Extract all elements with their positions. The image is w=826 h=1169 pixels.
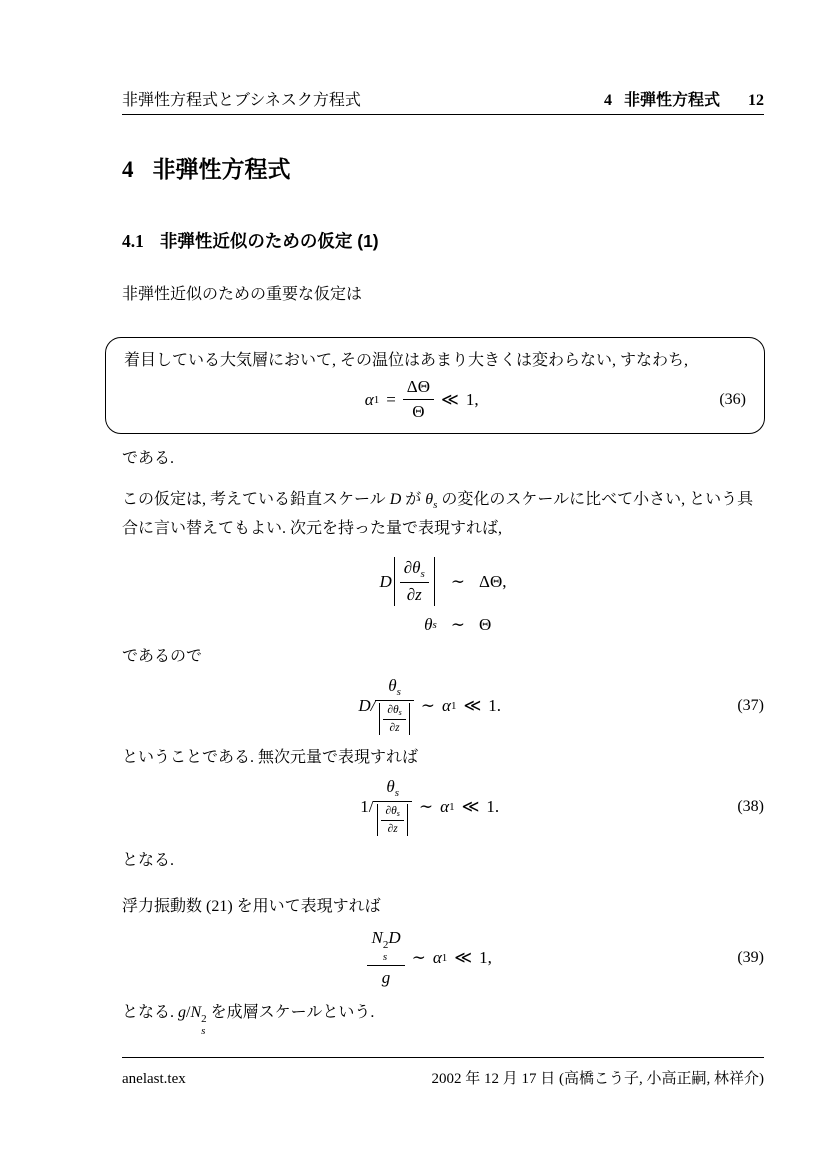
math-rhs: 1,	[479, 948, 492, 968]
N-superscript: 2	[201, 1013, 207, 1026]
subsection-number: 4.1	[122, 231, 144, 251]
page-footer	[122, 1057, 764, 1088]
fraction-denominator	[375, 701, 413, 736]
fraction-denominator: ∂z	[406, 585, 422, 604]
math-lead: D/	[358, 695, 376, 715]
math-var-g: g	[178, 1004, 187, 1022]
math-alpha: α	[364, 389, 374, 409]
section-title: 非弾性方程式	[152, 156, 291, 182]
fraction-denominator: ∂z	[389, 722, 400, 734]
assumption-box	[105, 337, 765, 434]
text-segment: この仮定は, 考えている鉛直スケール	[122, 491, 390, 508]
math-rhs: 1.	[488, 695, 502, 715]
equation-number: (37)	[737, 696, 764, 714]
aligned-row2-left	[424, 615, 437, 635]
theta-subscript: s	[394, 787, 399, 799]
math-alpha-sub: 1	[449, 800, 455, 813]
much-less-than-sign: ≪	[454, 948, 473, 968]
paragraph-so: であるので	[122, 648, 203, 665]
fraction-denominator: ∂z	[387, 823, 398, 835]
content-column	[122, 0, 764, 1037]
paragraph-intro: 非弾性近似のための重要な仮定は	[122, 286, 363, 303]
math-var-theta: θ	[386, 777, 395, 796]
nested-fraction	[383, 703, 405, 735]
header-page-number: 12	[748, 92, 764, 109]
aligned-row2-right: Θ	[479, 615, 492, 634]
fraction-numerator	[373, 776, 411, 802]
header-section-title: 非弾性方程式	[623, 92, 720, 109]
aligned-equations	[122, 557, 764, 635]
math-var-D: D	[379, 571, 392, 591]
assumption-box-text: 着目している大気層において, その温位はあまり大きくは変わらない, すなわち,	[124, 352, 689, 369]
theta-subscript: s	[398, 708, 402, 717]
page-header	[122, 0, 764, 115]
subsection-heading	[122, 228, 764, 253]
equation-37	[122, 675, 764, 736]
fraction	[403, 376, 434, 423]
aligned-row1-right: ΔΘ,	[479, 571, 507, 591]
theta-subscript: s	[396, 809, 400, 818]
absolute-value-bars	[377, 804, 407, 836]
math-var-N: N	[190, 1004, 202, 1022]
tilde-operator: ∼	[418, 796, 434, 816]
paragraph-scale	[122, 488, 764, 541]
math-alpha: α	[432, 948, 442, 968]
text-segment: が	[401, 491, 426, 508]
fraction-numerator	[400, 557, 429, 583]
fraction-numerator: ΔΘ	[403, 376, 434, 400]
subsection-title: 非弾性近似のための仮定 (1)	[159, 231, 379, 251]
much-less-than-sign: ≪	[441, 389, 459, 409]
fraction-numerator	[367, 927, 404, 966]
footer-filename: anelast.tex	[122, 1071, 186, 1087]
tilde-operator: ∼	[450, 571, 466, 591]
math-alpha: α	[440, 796, 450, 816]
absolute-value-bars	[379, 703, 409, 735]
slash: /	[186, 1004, 191, 1022]
equation-36-body	[124, 376, 719, 423]
partial-theta: ∂θ	[385, 805, 397, 817]
section-number: 4	[122, 157, 134, 182]
fraction-numerator	[375, 675, 413, 701]
equals-sign: =	[386, 389, 396, 409]
partial-theta: ∂θ	[403, 558, 421, 577]
theta-subscript: s	[432, 619, 437, 631]
math-var-theta: θ	[388, 676, 397, 695]
fraction	[367, 927, 404, 989]
fraction	[373, 776, 411, 837]
N-subscript: s	[382, 950, 388, 963]
fraction	[400, 557, 429, 606]
fraction	[375, 675, 413, 736]
N-subscript: s	[201, 1024, 206, 1037]
much-less-than-sign: ≪	[463, 695, 482, 715]
fraction-denominator: Θ	[412, 402, 425, 421]
theta-subscript: s	[420, 568, 425, 580]
equation-number: (36)	[719, 390, 746, 408]
theta-subscript: s	[396, 686, 401, 698]
math-rhs: 1,	[465, 389, 479, 409]
nested-fraction	[381, 804, 403, 836]
header-left-title: 非弾性方程式とブシネスク方程式	[122, 92, 361, 109]
text-segment: の変化のスケールに比べて小さい, という具合に言い替えてもよい. 次元を持った量で表現すれば,	[122, 491, 754, 537]
fraction-denominator	[373, 802, 411, 837]
footer-date-authors: 2002 年 12 月 17 日 (高橋こう子, 小高正嗣, 林祥介)	[431, 1071, 764, 1087]
math-rhs: 1.	[486, 796, 500, 816]
absolute-value-bars	[394, 557, 435, 606]
math-lead: 1/	[360, 796, 374, 816]
equation-38	[122, 776, 764, 837]
section-heading	[122, 151, 764, 184]
much-less-than-sign: ≪	[461, 796, 480, 816]
partial-theta: ∂θ	[387, 704, 399, 716]
math-alpha-sub: 1	[441, 952, 448, 965]
paragraph-buoyancy: 浮力振動数 (21) を用いて表現すれば	[122, 898, 381, 915]
equation-36	[124, 376, 746, 423]
math-var-D: D	[388, 928, 401, 947]
fraction-denominator: g	[381, 968, 391, 988]
math-var-D: D	[389, 491, 402, 508]
math-alpha-sub: 1	[450, 699, 457, 712]
math-var-theta: θ	[425, 491, 434, 508]
tilde-operator: ∼	[411, 948, 426, 968]
equation-number: (38)	[737, 797, 764, 815]
text-segment: を成層スケールという.	[206, 1004, 375, 1022]
math-var-theta-sub: s	[433, 499, 438, 511]
tilde-operator: ∼	[450, 615, 466, 634]
fraction-numerator	[381, 804, 403, 821]
N-superscript: 2	[382, 939, 389, 951]
equation-39-body	[122, 927, 737, 989]
text-segment: となる.	[122, 1004, 179, 1022]
math-alpha: α	[442, 695, 451, 715]
paragraph-dearu: である.	[122, 450, 175, 467]
equation-39	[122, 927, 764, 989]
header-right	[604, 87, 764, 110]
tilde-operator: ∼	[420, 695, 436, 715]
paragraph-nondim: ということである. 無次元量で表現すれば	[122, 749, 419, 766]
paragraph-closing	[122, 1001, 764, 1037]
paragraph-tonaru: となる.	[122, 852, 175, 869]
aligned-row1-left	[379, 557, 436, 606]
header-section-number: 4	[603, 92, 612, 109]
equation-37-body	[122, 675, 737, 736]
math-var-N: N	[371, 928, 383, 947]
fraction-numerator	[383, 703, 405, 720]
math-alpha-sub: 1	[373, 393, 380, 406]
math-var-theta: θ	[424, 615, 433, 634]
equation-number: (39)	[737, 949, 764, 967]
equation-38-body	[122, 776, 737, 837]
